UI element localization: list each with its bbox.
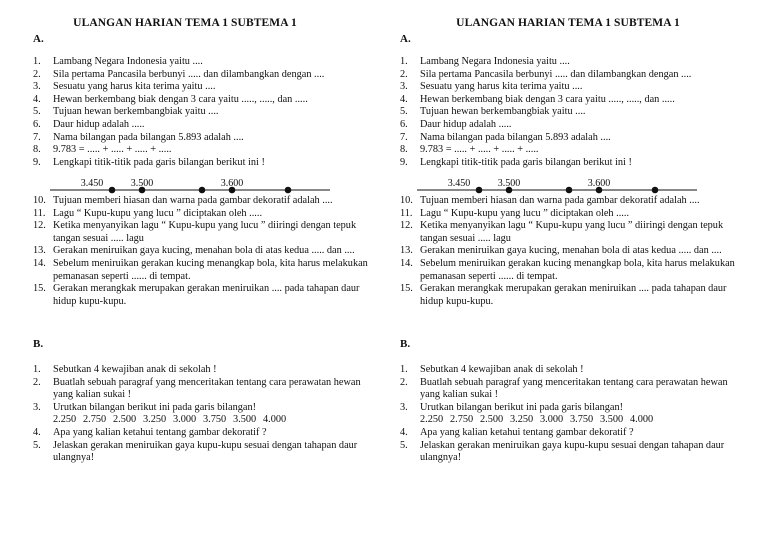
section-b-label: B. — [33, 338, 44, 350]
question-item: 14. Sebelum meniruikan gerakan kucing menangkap bola, kita harus melakukan pemanasan seperti ...... di tempat. — [33, 257, 368, 282]
number-line-label: 3.450 — [447, 178, 471, 189]
question-item: 7. Nama bilangan pada bilangan 5.893 adalah .... — [33, 131, 244, 143]
number-line-point — [476, 187, 483, 194]
question-item: 12. Ketika menyanyikan lagu “ Kupu-kupu yang lucu ” diiringi dengan tepuk tangan sesuai ..... lagu — [400, 220, 724, 244]
section-b-list — [400, 364, 735, 465]
section-a-list-continued — [33, 195, 368, 308]
question-item: 11. Lagu “ Kupu-kupu yang lucu ” diciptakan oleh ..... — [400, 207, 630, 219]
question-item: 7. Nama bilangan pada bilangan 5.893 adalah .... — [400, 131, 611, 143]
question-item: 11. Lagu “ Kupu-kupu yang lucu ” diciptakan oleh ..... — [33, 207, 263, 219]
number-line-point — [109, 187, 116, 194]
section-b-list — [33, 364, 368, 465]
question-item: 2. Sila pertama Pancasila berbunyi ..... dan dilambangkan dengan .... — [33, 68, 325, 80]
question-item: 6. Daur hidup adalah ..... — [33, 118, 145, 130]
question-item: 9. Lengkapi titik-titik pada garis bilangan berikut ini ! — [33, 156, 265, 168]
question-item: 1. Lambang Negara Indonesia yaitu .... — [400, 56, 570, 67]
question-item: 12. Ketika menyanyikan lagu “ Kupu-kupu yang lucu ” diiringi dengan tepuk tangan sesuai ..... lagu — [33, 220, 357, 244]
number-sequence: 2.250 2.750 2.500 3.250 3.000 3.750 3.500 4.000 — [420, 414, 654, 426]
essay-item: 4. Apa yang kalian ketahui tentang gambar dekoratif ? — [33, 426, 267, 438]
question-item: 4. Hewan berkembang biak dengan 3 cara yaitu ....., ....., dan ..... — [33, 93, 308, 105]
question-item: 2. Sila pertama Pancasila berbunyi ..... dan dilambangkan dengan .... — [400, 68, 692, 80]
question-item: 15. Gerakan merangkak merupakan gerakan meniruikan .... pada tahapan daur hidup kupu-kupu. — [400, 283, 727, 307]
number-line-label: 3.500 — [130, 178, 154, 189]
number-line-label: 3.600 — [220, 178, 244, 189]
number-line-label: 3.500 — [497, 178, 521, 189]
worksheet-left — [0, 0, 370, 543]
number-sequence: 2.250 2.750 2.500 3.250 3.000 3.750 3.500 4.000 — [53, 414, 287, 426]
essay-item: 3. Urutkan bilangan berikut ini pada garis bilangan! — [33, 401, 257, 413]
question-item: 14. Sebelum meniruikan gerakan kucing menangkap bola, kita harus melakukan pemanasan seperti ...... di tempat. — [400, 257, 735, 282]
page-title: ULANGAN HARIAN TEMA 1 SUBTEMA 1 — [73, 17, 297, 29]
number-line-label: 3.450 — [80, 178, 104, 189]
number-line — [417, 178, 707, 196]
question-item: 8. 9.783 = ..... + ..... + ..... + ..... — [33, 144, 172, 156]
question-item: 10. Tujuan memberi hiasan dan warna pada gambar dekoratif adalah .... — [400, 195, 700, 206]
question-item: 13. Gerakan meniruikan gaya kucing, menahan bola di atas kedua ..... dan .... — [400, 245, 722, 257]
section-a-list — [33, 56, 368, 169]
question-item: 3. Sesuatu yang harus kita terima yaitu .... — [400, 81, 583, 93]
question-item: 8. 9.783 = ..... + ..... + ..... + ..... — [400, 144, 539, 156]
question-item: 5. Tujuan hewan berkembangbiak yaitu .... — [400, 106, 586, 118]
number-line — [50, 178, 340, 196]
number-line-point — [199, 187, 206, 194]
number-line-label: 3.600 — [587, 178, 611, 189]
question-item: 3. Sesuatu yang harus kita terima yaitu .... — [33, 81, 216, 93]
question-item: 13. Gerakan meniruikan gaya kucing, menahan bola di atas kedua ..... dan .... — [33, 245, 355, 257]
essay-item: 3. Urutkan bilangan berikut ini pada garis bilangan! — [400, 401, 624, 413]
question-item: 4. Hewan berkembang biak dengan 3 cara yaitu ....., ....., dan ..... — [400, 93, 675, 105]
page-title: ULANGAN HARIAN TEMA 1 SUBTEMA 1 — [456, 17, 680, 29]
section-b-label: B. — [400, 338, 411, 350]
number-line-point — [652, 187, 659, 194]
question-item: 10. Tujuan memberi hiasan dan warna pada gambar dekoratif adalah .... — [33, 195, 333, 206]
essay-item: 5. Jelaskan gerakan meniruikan gaya kupu-kupu sesuai dengan tahapan daur ulangnya! — [400, 439, 725, 464]
essay-item: 1. Sebutkan 4 kewajiban anak di sekolah ! — [400, 364, 584, 375]
question-item: 5. Tujuan hewan berkembangbiak yaitu .... — [33, 106, 219, 118]
question-item: 1. Lambang Negara Indonesia yaitu .... — [33, 56, 203, 67]
question-item: 9. Lengkapi titik-titik pada garis bilangan berikut ini ! — [400, 156, 632, 168]
essay-item: 2. Buatlah sebuah paragraf yang menceritakan tentang cara perawatan hewan yang kalian sukai ! — [400, 376, 728, 401]
question-item: 15. Gerakan merangkak merupakan gerakan meniruikan .... pada tahapan daur hidup kupu-kupu. — [33, 283, 360, 307]
section-a-list — [400, 56, 735, 169]
section-a-label: A. — [400, 33, 411, 45]
number-line-point — [285, 187, 292, 194]
essay-item: 1. Sebutkan 4 kewajiban anak di sekolah ! — [33, 364, 217, 375]
number-line-point — [566, 187, 573, 194]
essay-item: 2. Buatlah sebuah paragraf yang menceritakan tentang cara perawatan hewan yang kalian sukai ! — [33, 376, 361, 401]
section-a-list-continued — [400, 195, 735, 308]
essay-item: 4. Apa yang kalian ketahui tentang gambar dekoratif ? — [400, 426, 634, 438]
section-a-label: A. — [33, 33, 44, 45]
worksheet-right — [383, 0, 753, 543]
question-item: 6. Daur hidup adalah ..... — [400, 118, 512, 130]
essay-item: 5. Jelaskan gerakan meniruikan gaya kupu-kupu sesuai dengan tahapan daur ulangnya! — [33, 439, 358, 464]
